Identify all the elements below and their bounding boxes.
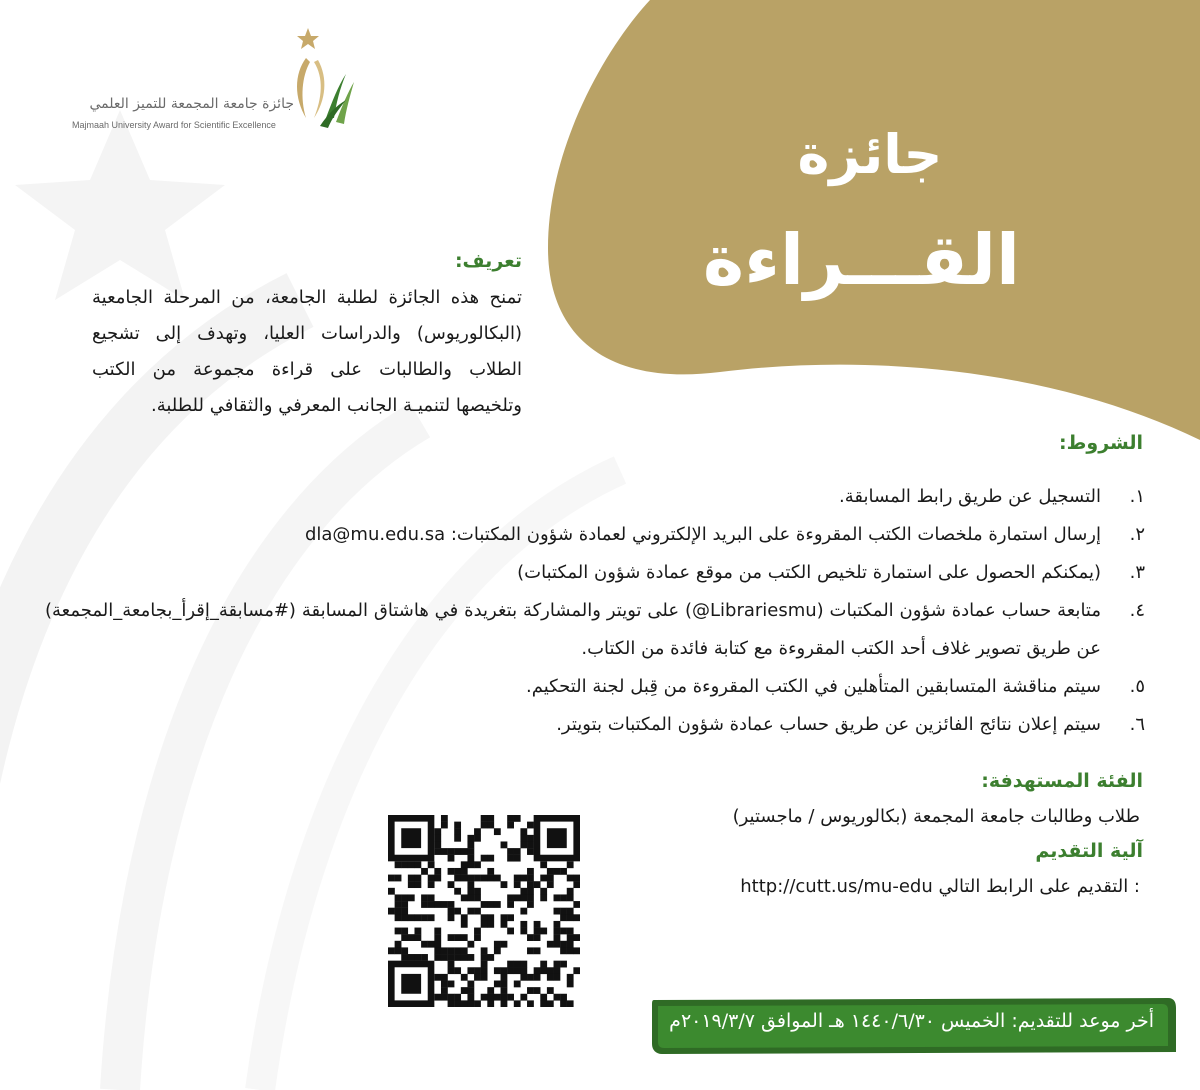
condition-number: ٦. [1129,714,1145,735]
qr-finder-pattern [388,961,434,1007]
condition-item [45,478,1145,516]
title-word-reading: القـــراءة [702,219,1020,301]
conditions-heading: الشروط: [1059,432,1143,454]
qr-code-icon[interactable] [388,815,580,1007]
definition-text: تمنح هذه الجائزة لطلبة الجامعة، من المرحلة الجامعية (البكالوريوس) والدراسات العليا، وتهدف إلى تشجيع الطلاب والطالبات على قراءة مجموعة من الكتب وتلخيصها لتنميـة الجانب المعرفي والثقافي للطلبة. [92,287,522,416]
apply-instruction [740,876,1140,897]
apply-heading: آلية التقديم [1035,840,1143,862]
condition-text: التسجيل عن طريق رابط المسابقة. [839,486,1101,507]
qr-finder-pattern [534,815,580,861]
condition-text: سيتم مناقشة المتسابقين المتأهلين في الكتب المقروءة من قِبل لجنة التحكيم. [526,676,1101,697]
condition-item [45,516,1145,554]
university-award-logo [64,26,354,136]
condition-text: متابعة حساب عمادة شؤون المكتبات (Librariesmu@) على تويتر والمشاركة بتغريدة في هاشتاق المسابقة (#مسابقة_إقرأ_بجامعة_المجمعة) عن طريق تصوير غلاف أحد الكتب المقروءة مع كتابة فائدة من الكتاب. [45,600,1102,659]
deadline-banner [648,996,1176,1054]
condition-text: (يمكنكم الحصول على استمارة تلخيص الكتب من موقع عمادة شؤون المكتبات) [517,562,1101,583]
definition-heading: تعريف: [454,250,522,272]
condition-number: ١. [1129,486,1145,507]
condition-number: ٥. [1129,676,1145,697]
logo-arabic-text: جائزة جامعة المجمعة للتميز العلمي [89,96,294,112]
condition-number: ٢. [1129,524,1145,545]
audience-text: طلاب وطالبات جامعة المجمعة (بكالوريوس / ماجستير) [732,806,1140,827]
apply-link[interactable]: http://cutt.us/mu-edu [740,876,933,897]
condition-number: ٤. [1129,600,1145,621]
condition-text: سيتم إعلان نتائج الفائزين عن طريق حساب عمادة شؤون المكتبات بتويتر. [556,714,1101,735]
condition-number: ٣. [1129,562,1145,583]
deadline-text: أخر موعد للتقديم: الخميس ١٤٤٠/٦/٣٠ هـ الموافق ٢٠١٩/٣/٧م [669,1010,1154,1032]
condition-item [45,668,1145,706]
logo-english-text: Majmaah University Award for Scientific Excellence [72,120,276,130]
audience-heading: الفئة المستهدفة: [981,770,1143,792]
qr-finder-pattern [388,815,434,861]
condition-item [45,554,1145,592]
conditions-list [45,478,1145,744]
logo-emblem-icon [284,26,354,136]
condition-item [45,592,1145,668]
apply-label: : التقديم على الرابط التالي [938,876,1140,897]
condition-text: إرسال استمارة ملخصات الكتب المقروءة على البريد الإلكتروني لعمادة شؤون المكتبات: dla@mu.edu.sa [304,524,1101,545]
condition-item [45,706,1145,744]
definition-section [92,250,522,424]
title-word-award: جائزة [797,123,943,186]
